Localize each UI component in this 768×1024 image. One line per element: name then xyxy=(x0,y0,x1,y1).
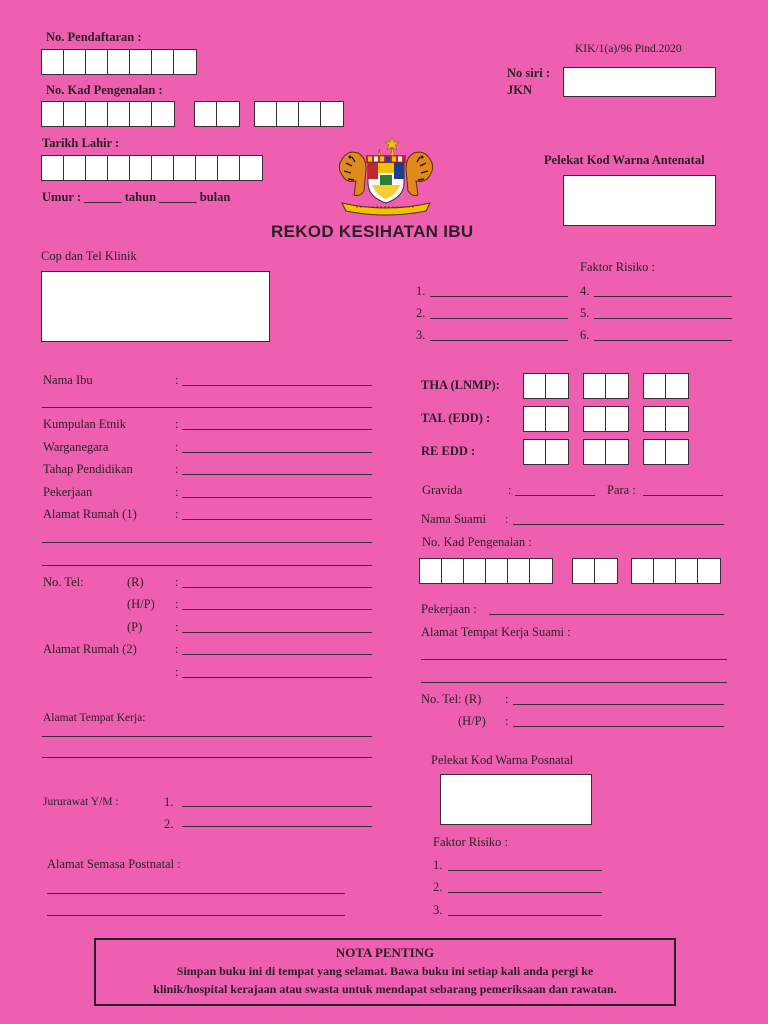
pelekat-antenatal-box[interactable] xyxy=(563,175,716,226)
jururawat-num: 1. xyxy=(164,795,174,809)
tarikh-lahir-boxes[interactable] xyxy=(41,155,263,181)
nama-ibu-line-2[interactable] xyxy=(42,407,372,408)
alamat-tempat-kerja-line-2[interactable] xyxy=(42,757,372,758)
faktor-risiko-top-num: 1. xyxy=(416,284,426,298)
colon: : xyxy=(175,575,179,589)
faktor-risiko-bottom-num: 3. xyxy=(433,903,443,917)
tel-r-line[interactable] xyxy=(182,587,372,588)
alamat-rumah-1-line[interactable] xyxy=(182,519,372,520)
faktor-risiko-bottom-line[interactable] xyxy=(448,915,602,916)
nota-line-1: Simpan buku ini di tempat yang selamat. Bawa buku ini setiap kali anda pergi ke xyxy=(176,964,594,978)
tarikh-lahir-label: Tarikh Lahir : xyxy=(42,136,120,150)
tel-p-label: (P) xyxy=(127,620,143,634)
faktor-risiko-top-num: 4. xyxy=(580,284,590,298)
faktor-risiko-top-num: 3. xyxy=(416,328,426,342)
para-label: Para : xyxy=(607,483,636,497)
faktor-risiko-bottom-line[interactable] xyxy=(448,892,602,893)
alamat-rumah-1-line-3[interactable] xyxy=(42,565,372,566)
tal-month-boxes[interactable] xyxy=(583,406,629,432)
colon: : xyxy=(175,373,179,387)
gravida-label: Gravida xyxy=(422,483,463,497)
colon: : xyxy=(175,440,179,454)
no-siri-label: No siri : xyxy=(507,66,551,80)
faktor-risiko-bottom-label: Faktor Risiko : xyxy=(433,835,509,849)
tha-label: THA (LNMP): xyxy=(421,378,500,392)
colon: : xyxy=(505,692,509,706)
faktor-risiko-line[interactable] xyxy=(430,340,568,341)
tha-year-boxes[interactable] xyxy=(643,373,689,399)
jururawat-num: 2. xyxy=(164,817,174,831)
tal-year-boxes[interactable] xyxy=(643,406,689,432)
colon: : xyxy=(175,642,179,656)
nota-heading: NOTA PENTING xyxy=(335,945,435,960)
alamat-kerja-suami-line-2[interactable] xyxy=(421,682,727,683)
re-edd-label: RE EDD : xyxy=(421,444,476,458)
kumpulan-etnik-label: Kumpulan Etnik xyxy=(43,417,126,431)
suami-ic-part3-boxes[interactable] xyxy=(631,558,721,584)
pekerjaan-line[interactable] xyxy=(182,497,372,498)
nama-ibu-label: Nama Ibu xyxy=(43,373,93,387)
faktor-risiko-top-num: 5. xyxy=(580,306,590,320)
faktor-risiko-line[interactable] xyxy=(594,296,732,297)
colon: : xyxy=(505,714,509,728)
jururawat-label: Jururawat Y/M : xyxy=(43,796,119,808)
tha-day-boxes[interactable] xyxy=(523,373,569,399)
nota-penting-box xyxy=(94,938,676,1006)
suami-ic-part1-boxes[interactable] xyxy=(419,558,553,584)
cop-tel-klinik-label: Cop dan Tel Klinik xyxy=(41,249,137,263)
tal-label: TAL (EDD) : xyxy=(421,411,491,425)
alamat-rumah-2-line[interactable] xyxy=(182,654,372,655)
suami-ic-part2-boxes[interactable] xyxy=(572,558,618,584)
ic-part3-boxes[interactable] xyxy=(254,101,344,127)
colon: : xyxy=(175,507,179,521)
jururawat-line-2[interactable] xyxy=(182,826,372,827)
form-code: KIK/1(a)/96 Pind.2020 xyxy=(575,43,682,55)
tel-hp-line[interactable] xyxy=(182,609,372,610)
suami-tel-hp-line[interactable] xyxy=(513,726,724,727)
colon: : xyxy=(175,620,179,634)
tal-day-boxes[interactable] xyxy=(523,406,569,432)
faktor-risiko-bottom-num: 2. xyxy=(433,880,443,894)
jururawat-line-1[interactable] xyxy=(182,806,372,807)
suami-pekerjaan-label: Pekerjaan : xyxy=(421,602,477,616)
tahap-pendidikan-line[interactable] xyxy=(182,474,372,475)
re-edd-day-boxes[interactable] xyxy=(523,439,569,465)
gravida-line[interactable] xyxy=(515,495,595,496)
tel-r-label: (R) xyxy=(127,575,144,589)
no-kad-pengenalan-label: No. Kad Pengenalan : xyxy=(46,83,163,97)
colon: : xyxy=(175,665,179,679)
no-siri-box[interactable] xyxy=(563,67,716,97)
alamat-kerja-suami-line-1[interactable] xyxy=(421,659,727,660)
alamat-tempat-kerja-label: Alamat Tempat Kerja: xyxy=(43,712,146,724)
re-edd-month-boxes[interactable] xyxy=(583,439,629,465)
alamat-rumah-2-label: Alamat Rumah (2) xyxy=(43,642,137,656)
faktor-risiko-line[interactable] xyxy=(594,340,732,341)
alamat-kerja-suami-label: Alamat Tempat Kerja Suami : xyxy=(421,625,571,639)
faktor-risiko-top-label: Faktor Risiko : xyxy=(580,260,656,274)
faktor-risiko-top-num: 2. xyxy=(416,306,426,320)
tha-month-boxes[interactable] xyxy=(583,373,629,399)
faktor-risiko-top-num: 6. xyxy=(580,328,590,342)
no-tel-label: No. Tel: xyxy=(43,575,84,589)
alamat-rumah-1-label: Alamat Rumah (1) xyxy=(43,507,137,521)
nama-ibu-line[interactable] xyxy=(182,385,372,386)
ic-part2-boxes[interactable] xyxy=(194,101,240,127)
tel-hp-label: (H/P) xyxy=(127,597,155,611)
kumpulan-etnik-line[interactable] xyxy=(182,429,372,430)
nota-line-2: klinik/hospital kerajaan atau swasta untuk mendapat sebarang pemeriksaan dan rawatan. xyxy=(153,982,617,996)
suami-tel-r-line[interactable] xyxy=(513,704,724,705)
suami-ic-label: No. Kad Pengenalan : xyxy=(422,535,532,549)
re-edd-year-boxes[interactable] xyxy=(643,439,689,465)
nama-suami-line[interactable] xyxy=(513,524,724,525)
pekerjaan-label: Pekerjaan xyxy=(43,485,93,499)
pelekat-posnatal-box[interactable] xyxy=(440,774,592,825)
pelekat-posnatal-label: Pelekat Kod Warna Posnatal xyxy=(431,753,574,767)
pelekat-antenatal-label: Pelekat Kod Warna Antenatal xyxy=(544,153,705,167)
faktor-risiko-line[interactable] xyxy=(430,318,568,319)
no-pendaftaran-label: No. Pendaftaran : xyxy=(46,30,142,44)
faktor-risiko-line[interactable] xyxy=(594,318,732,319)
alamat-semasa-postnatal-label: Alamat Semasa Postnatal : xyxy=(47,857,181,871)
alamat-tempat-kerja-line[interactable] xyxy=(42,736,372,737)
cop-klinik-box[interactable] xyxy=(41,271,270,342)
umur-label: Umur : ______ tahun ______ bulan xyxy=(42,190,231,204)
colon: : xyxy=(508,483,512,497)
faktor-risiko-bottom-line[interactable] xyxy=(448,870,602,871)
coat-of-arms-icon xyxy=(330,133,442,217)
colon: : xyxy=(505,512,509,526)
warganegara-label: Warganegara xyxy=(43,440,109,454)
faktor-risiko-bottom-num: 1. xyxy=(433,858,443,872)
para-line[interactable] xyxy=(643,495,723,496)
suami-tel-r-label: No. Tel: (R) xyxy=(421,692,482,706)
suami-pekerjaan-line[interactable] xyxy=(489,614,724,615)
jkn-label: JKN xyxy=(507,83,532,97)
warganegara-line[interactable] xyxy=(182,452,372,453)
colon: : xyxy=(175,485,179,499)
alamat-rumah-2-line-2[interactable] xyxy=(182,677,372,678)
colon: : xyxy=(175,597,179,611)
alamat-postnatal-line-1[interactable] xyxy=(47,893,345,894)
nama-suami-label: Nama Suami xyxy=(421,512,486,526)
suami-tel-hp-label: (H/P) xyxy=(458,714,486,728)
no-pendaftaran-boxes[interactable] xyxy=(41,49,197,75)
alamat-rumah-1-line-2[interactable] xyxy=(42,542,372,543)
ic-part1-boxes[interactable] xyxy=(41,101,175,127)
page-title: REKOD KESIHATAN IBU xyxy=(271,222,474,241)
colon: : xyxy=(175,462,179,476)
tel-p-line[interactable] xyxy=(182,632,372,633)
tahap-pendidikan-label: Tahap Pendidikan xyxy=(43,462,133,476)
colon: : xyxy=(175,417,179,431)
alamat-postnatal-line-2[interactable] xyxy=(47,915,345,916)
faktor-risiko-line[interactable] xyxy=(430,296,568,297)
